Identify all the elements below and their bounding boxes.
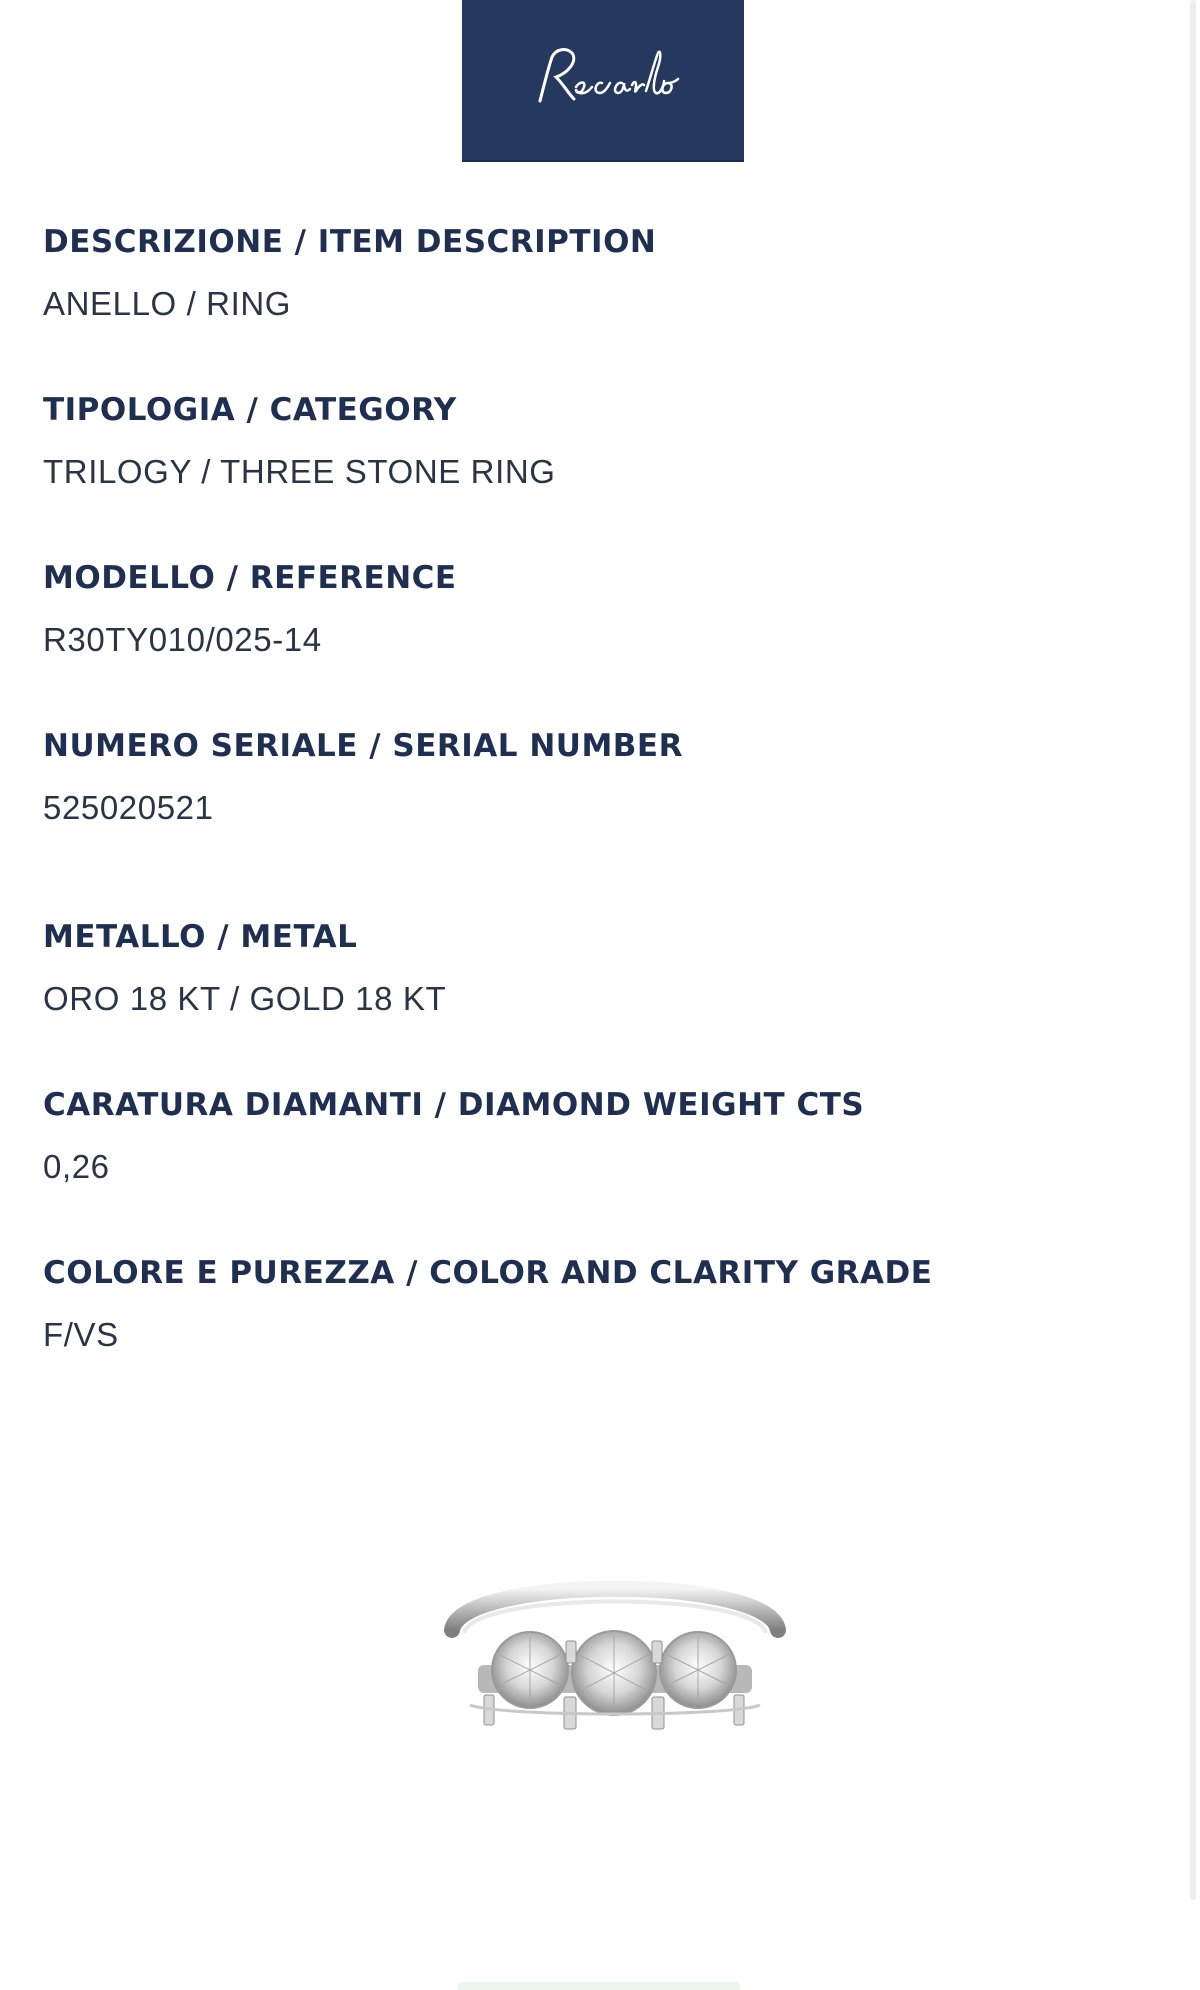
field-label: COLORE E PUREZZA / COLOR AND CLARITY GRADE [43,1255,933,1291]
field-category [43,390,556,492]
field-value: ORO 18 KT / GOLD 18 KT [43,980,447,1017]
field-label: METALLO / METAL [43,919,358,955]
field-label: DESCRIZIONE / ITEM DESCRIPTION [43,224,657,260]
scrollbar[interactable] [1190,0,1196,1900]
field-reference [43,558,457,660]
field-value: F/VS [43,1316,119,1353]
field-label: MODELLO / REFERENCE [43,560,457,596]
field-metal [43,917,446,1019]
field-item-description [43,222,656,324]
field-serial-number [43,726,683,828]
field-value: 0,26 [43,1148,110,1185]
field-label: TIPOLOGIA / CATEGORY [43,392,457,428]
ring-image-icon [440,1545,790,1740]
field-value: ANELLO / RING [43,285,292,322]
field-value: 525020521 [43,789,214,826]
field-label: CARATURA DIAMANTI / DIAMOND WEIGHT CTS [43,1087,865,1123]
trilogy-ring-image [440,1545,790,1740]
bottom-edge-element [458,1982,740,1990]
brand-logo [462,0,744,162]
field-value: TRILOGY / THREE STONE RING [43,453,556,490]
field-color-clarity [43,1253,932,1355]
field-value: R30TY010/025-14 [43,621,322,658]
field-diamond-weight [43,1085,864,1187]
recarlo-logo-icon [518,35,688,125]
field-label: NUMERO SERIALE / SERIAL NUMBER [43,728,683,764]
